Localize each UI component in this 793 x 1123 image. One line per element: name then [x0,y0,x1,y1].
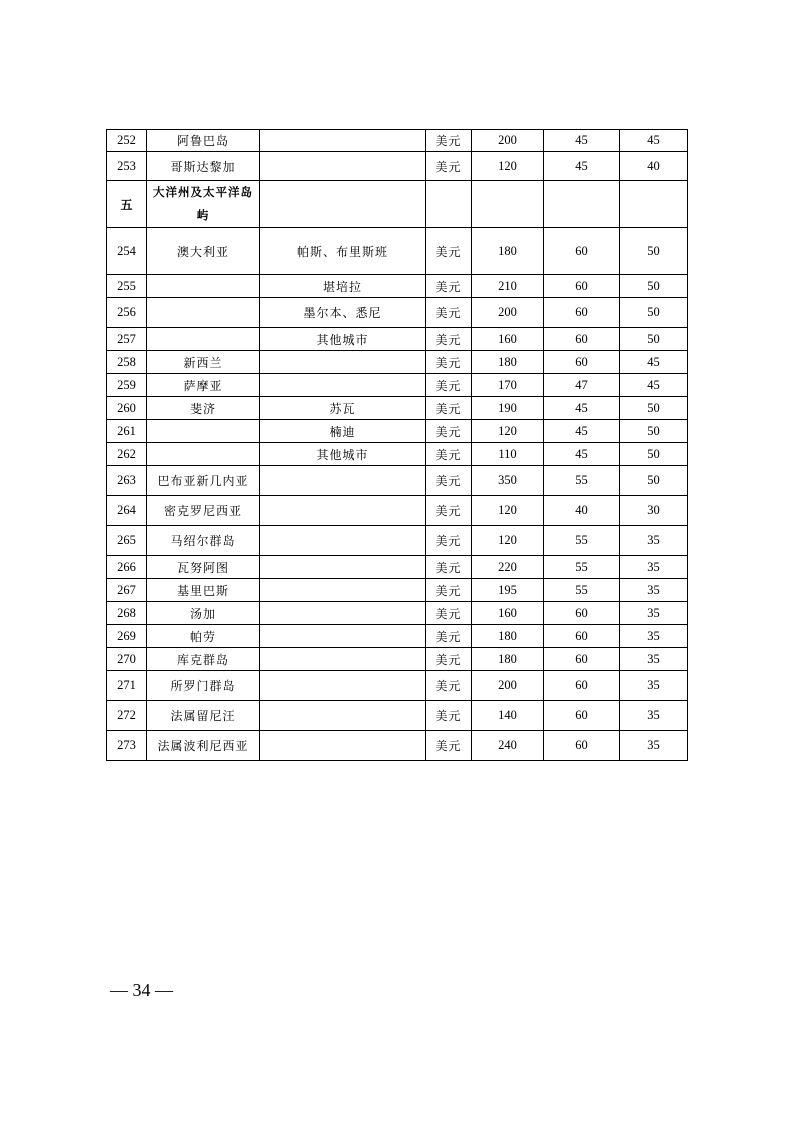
row-number: 259 [107,374,147,397]
row-number: 260 [107,397,147,420]
lodging-cell: 120 [472,152,544,181]
currency-cell: 美元 [426,556,472,579]
food-cell: 60 [544,731,620,761]
misc-cell: 45 [620,351,688,374]
lodging-cell: 200 [472,130,544,152]
row-number: 258 [107,351,147,374]
table-row [107,701,688,731]
row-number: 261 [107,420,147,443]
lodging-cell: 180 [472,228,544,275]
lodging-cell: 110 [472,443,544,466]
country-cell: 阿鲁巴岛 [147,130,260,152]
food-cell: 40 [544,496,620,526]
table-row [107,443,688,466]
food-cell: 45 [544,152,620,181]
misc-cell: 35 [620,731,688,761]
country-cell: 基里巴斯 [147,579,260,602]
country-cell: 帕劳 [147,625,260,648]
lodging-cell: 210 [472,275,544,298]
misc-cell: 35 [620,556,688,579]
table-row [107,374,688,397]
currency-cell: 美元 [426,298,472,328]
empty-cell [260,181,426,228]
city-cell [260,556,426,579]
rates-table-body [107,130,688,761]
food-cell: 60 [544,671,620,701]
city-cell [260,701,426,731]
food-cell: 60 [544,328,620,351]
lodging-cell: 240 [472,731,544,761]
food-cell: 45 [544,397,620,420]
misc-cell: 45 [620,374,688,397]
empty-cell [426,181,472,228]
row-number: 266 [107,556,147,579]
food-cell: 55 [544,466,620,496]
country-cell [147,443,260,466]
city-cell [260,374,426,397]
row-number: 255 [107,275,147,298]
lodging-cell: 180 [472,351,544,374]
food-cell: 45 [544,443,620,466]
row-number: 257 [107,328,147,351]
currency-cell: 美元 [426,228,472,275]
food-cell: 47 [544,374,620,397]
currency-cell: 美元 [426,351,472,374]
currency-cell: 美元 [426,625,472,648]
currency-cell: 美元 [426,579,472,602]
table-row [107,228,688,275]
row-number: 271 [107,671,147,701]
empty-cell [472,181,544,228]
lodging-cell: 170 [472,374,544,397]
food-cell: 55 [544,556,620,579]
table-row [107,671,688,701]
section-index: 五 [107,181,147,228]
row-number: 262 [107,443,147,466]
country-cell [147,275,260,298]
country-cell: 汤加 [147,602,260,625]
country-cell: 巴布亚新几内亚 [147,466,260,496]
row-number: 269 [107,625,147,648]
country-cell [147,298,260,328]
lodging-cell: 180 [472,648,544,671]
food-cell: 55 [544,579,620,602]
city-cell: 苏瓦 [260,397,426,420]
misc-cell: 35 [620,602,688,625]
table-row [107,275,688,298]
row-number: 264 [107,496,147,526]
row-number: 252 [107,130,147,152]
misc-cell: 35 [620,579,688,602]
misc-cell: 50 [620,443,688,466]
food-cell: 60 [544,228,620,275]
table-row [107,298,688,328]
food-cell: 60 [544,648,620,671]
lodging-cell: 140 [472,701,544,731]
country-cell: 所罗门群岛 [147,671,260,701]
currency-cell: 美元 [426,130,472,152]
table-row [107,731,688,761]
country-cell: 马绍尔群岛 [147,526,260,556]
table-row [107,466,688,496]
table-row [107,420,688,443]
misc-cell: 30 [620,496,688,526]
table-row [107,648,688,671]
city-cell [260,496,426,526]
food-cell: 60 [544,351,620,374]
currency-cell: 美元 [426,397,472,420]
misc-cell: 50 [620,298,688,328]
city-cell: 其他城市 [260,328,426,351]
table-row [107,328,688,351]
country-cell: 哥斯达黎加 [147,152,260,181]
lodging-cell: 220 [472,556,544,579]
lodging-cell: 120 [472,526,544,556]
country-cell: 澳大利亚 [147,228,260,275]
misc-cell: 35 [620,701,688,731]
country-cell: 瓦努阿图 [147,556,260,579]
misc-cell: 35 [620,526,688,556]
table-row [107,351,688,374]
city-cell: 帕斯、布里斯班 [260,228,426,275]
lodging-cell: 195 [472,579,544,602]
currency-cell: 美元 [426,496,472,526]
row-number: 263 [107,466,147,496]
currency-cell: 美元 [426,731,472,761]
page-number: — 34 — [110,980,173,1000]
food-cell: 55 [544,526,620,556]
row-number: 265 [107,526,147,556]
city-cell: 墨尔本、悉尼 [260,298,426,328]
lodging-cell: 120 [472,420,544,443]
country-cell [147,328,260,351]
lodging-cell: 160 [472,328,544,351]
lodging-cell: 200 [472,671,544,701]
country-cell: 新西兰 [147,351,260,374]
currency-cell: 美元 [426,701,472,731]
table-row [107,602,688,625]
table-row [107,579,688,602]
lodging-cell: 160 [472,602,544,625]
city-cell [260,579,426,602]
row-number: 267 [107,579,147,602]
table-row [107,152,688,181]
row-number: 254 [107,228,147,275]
misc-cell: 35 [620,625,688,648]
country-cell: 萨摩亚 [147,374,260,397]
section-row [107,181,688,228]
currency-cell: 美元 [426,466,472,496]
misc-cell: 50 [620,328,688,351]
country-cell: 斐济 [147,397,260,420]
row-number: 268 [107,602,147,625]
city-cell [260,152,426,181]
row-number: 253 [107,152,147,181]
city-cell [260,671,426,701]
city-cell [260,351,426,374]
misc-cell: 35 [620,648,688,671]
city-cell [260,526,426,556]
currency-cell: 美元 [426,420,472,443]
misc-cell: 50 [620,275,688,298]
currency-cell: 美元 [426,152,472,181]
city-cell: 楠迪 [260,420,426,443]
food-cell: 60 [544,298,620,328]
currency-cell: 美元 [426,443,472,466]
city-cell [260,466,426,496]
row-number: 270 [107,648,147,671]
currency-cell: 美元 [426,526,472,556]
table-row [107,496,688,526]
empty-cell [620,181,688,228]
city-cell: 堪培拉 [260,275,426,298]
country-cell: 密克罗尼西亚 [147,496,260,526]
food-cell: 60 [544,625,620,648]
country-cell: 法属留尼汪 [147,701,260,731]
misc-cell: 45 [620,130,688,152]
city-cell [260,625,426,648]
misc-cell: 50 [620,397,688,420]
city-cell [260,648,426,671]
city-cell: 其他城市 [260,443,426,466]
currency-cell: 美元 [426,648,472,671]
currency-cell: 美元 [426,374,472,397]
currency-cell: 美元 [426,671,472,701]
lodging-cell: 350 [472,466,544,496]
food-cell: 60 [544,275,620,298]
lodging-cell: 190 [472,397,544,420]
misc-cell: 40 [620,152,688,181]
row-number: 273 [107,731,147,761]
table-row [107,526,688,556]
currency-cell: 美元 [426,275,472,298]
country-cell: 库克群岛 [147,648,260,671]
currency-cell: 美元 [426,328,472,351]
currency-cell: 美元 [426,602,472,625]
misc-cell: 50 [620,466,688,496]
section-title: 大洋州及太平洋岛屿 [147,181,260,228]
country-cell [147,420,260,443]
lodging-cell: 180 [472,625,544,648]
table-row [107,625,688,648]
empty-cell [544,181,620,228]
misc-cell: 50 [620,420,688,443]
city-cell [260,130,426,152]
table-row [107,130,688,152]
lodging-cell: 120 [472,496,544,526]
table-row [107,397,688,420]
food-cell: 45 [544,420,620,443]
country-cell: 法属波利尼西亚 [147,731,260,761]
city-cell [260,602,426,625]
food-cell: 45 [544,130,620,152]
misc-cell: 50 [620,228,688,275]
lodging-cell: 200 [472,298,544,328]
food-cell: 60 [544,602,620,625]
row-number: 256 [107,298,147,328]
city-cell [260,731,426,761]
food-cell: 60 [544,701,620,731]
table-row [107,556,688,579]
row-number: 272 [107,701,147,731]
rates-table [106,129,688,761]
misc-cell: 35 [620,671,688,701]
